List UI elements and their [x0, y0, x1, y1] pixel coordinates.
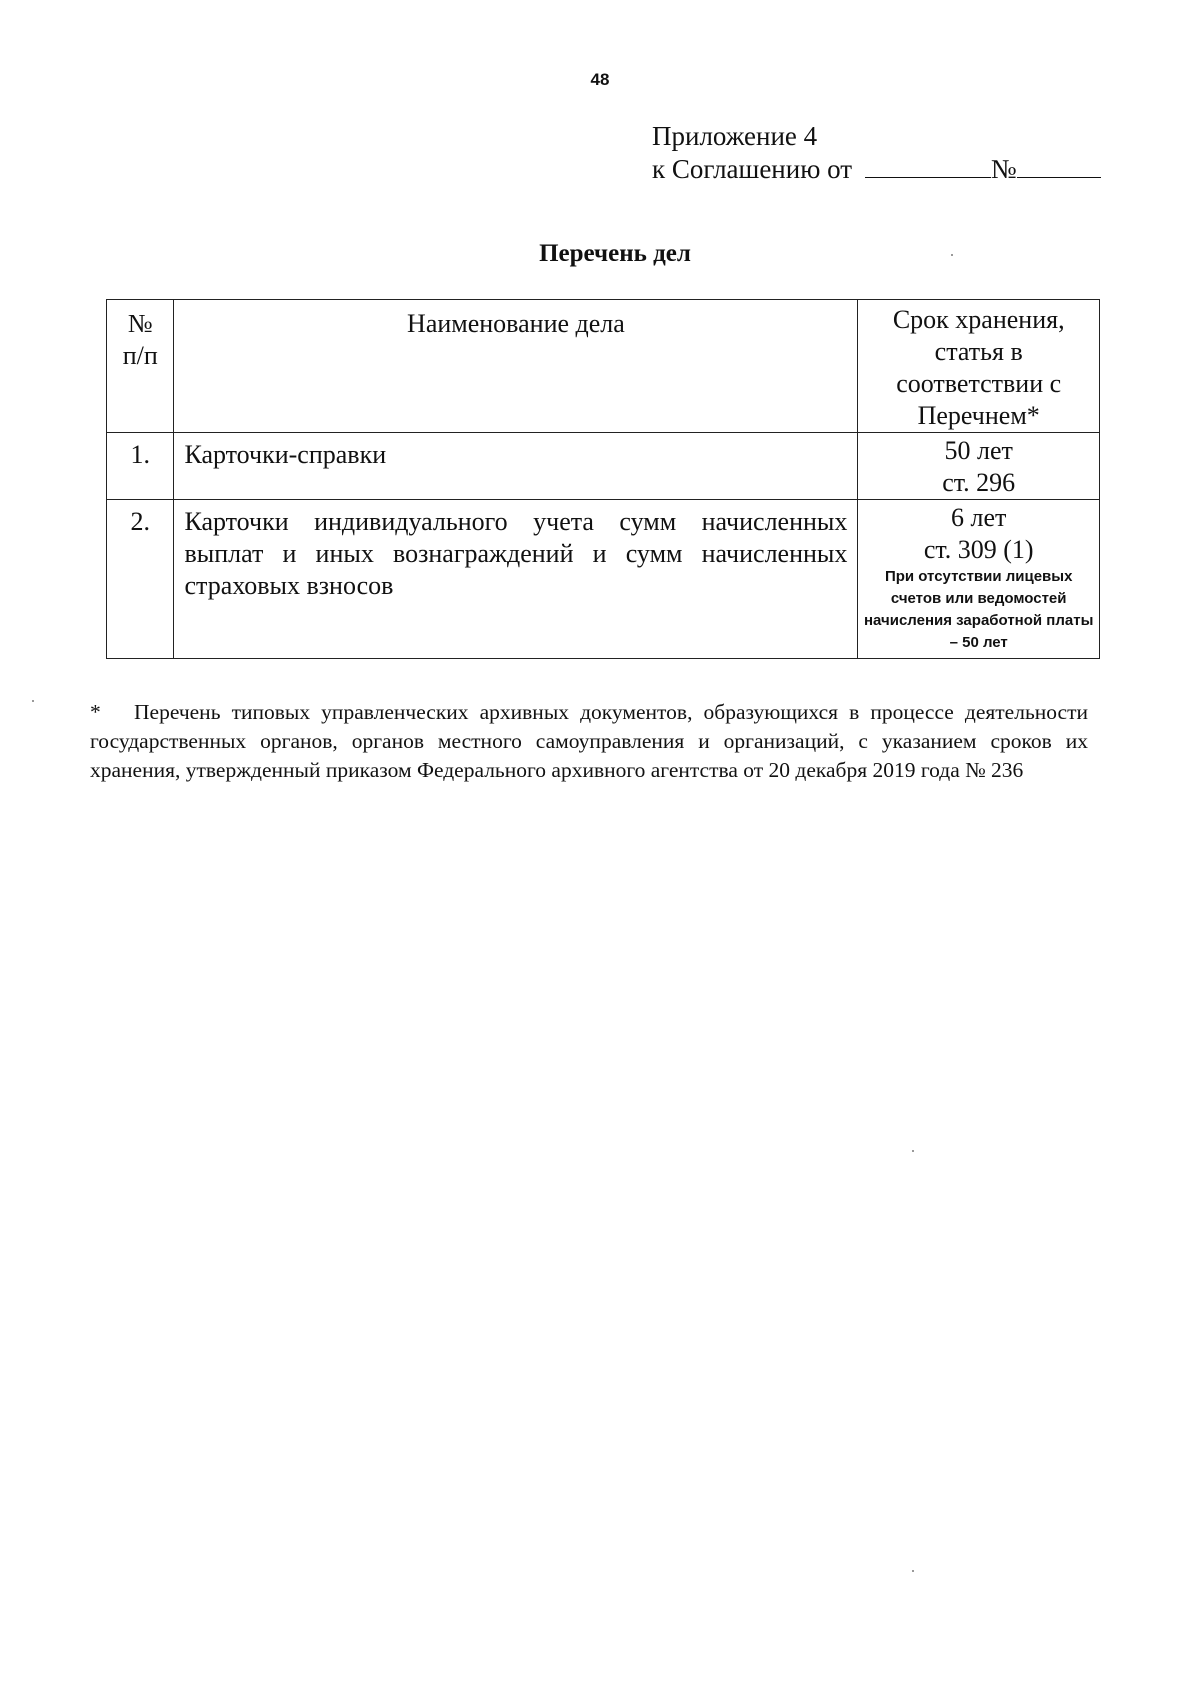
header-num: № п/п — [107, 300, 174, 433]
document-title: Перечень дел — [539, 240, 691, 267]
header-name: Наименование дела — [174, 300, 858, 433]
row-term: 6 лет ст. 309 (1) При отсутствии лицевых счетов или ведомостей начисления заработной платы – 50 лет — [858, 500, 1100, 659]
footnote — [90, 698, 1088, 785]
cases-table — [106, 299, 1100, 659]
table-row — [107, 500, 1100, 659]
row-num: 2. — [107, 500, 174, 659]
scan-speck — [951, 254, 953, 256]
table-header-row — [107, 300, 1100, 433]
footnote-text: Перечень типовых управленческих архивных документов, образующихся в процессе деятельности государственных органов, органов местного самоуправления и организаций, с указанием сроков их хранения, утвержденный приказом Федерального архивного агентства от 20 декабря 2019 года № 236 — [90, 700, 1088, 782]
appendix-heading — [652, 120, 1101, 186]
table-row — [107, 433, 1100, 500]
row-name: Карточки-справки — [174, 433, 858, 500]
scan-speck — [912, 1150, 914, 1152]
appendix-line-2 — [652, 153, 1101, 186]
row-term: 50 лет ст. 296 — [858, 433, 1100, 500]
retention-note: При отсутствии лицевых счетов или ведомостей начисления заработной платы – 50 лет — [864, 568, 1094, 651]
agreement-number-blank — [1017, 153, 1101, 178]
appendix-agreement-label: к Соглашению от — [652, 154, 853, 184]
appendix-line-1: Приложение 4 — [652, 121, 818, 151]
row-name: Карточки индивидуального учета сумм начисленных выплат и иных вознаграждений и сумм начисленных страховых взносов — [174, 500, 858, 659]
agreement-date-blank — [865, 153, 991, 178]
number-sign: № — [990, 154, 1017, 184]
header-term: Срок хранения, статья в соответствии с Перечнем* — [858, 300, 1100, 433]
scan-speck — [912, 1570, 914, 1572]
scan-speck — [32, 700, 34, 702]
page-number: 48 — [590, 70, 610, 89]
footnote-marker: * — [90, 700, 101, 724]
row-num: 1. — [107, 433, 174, 500]
